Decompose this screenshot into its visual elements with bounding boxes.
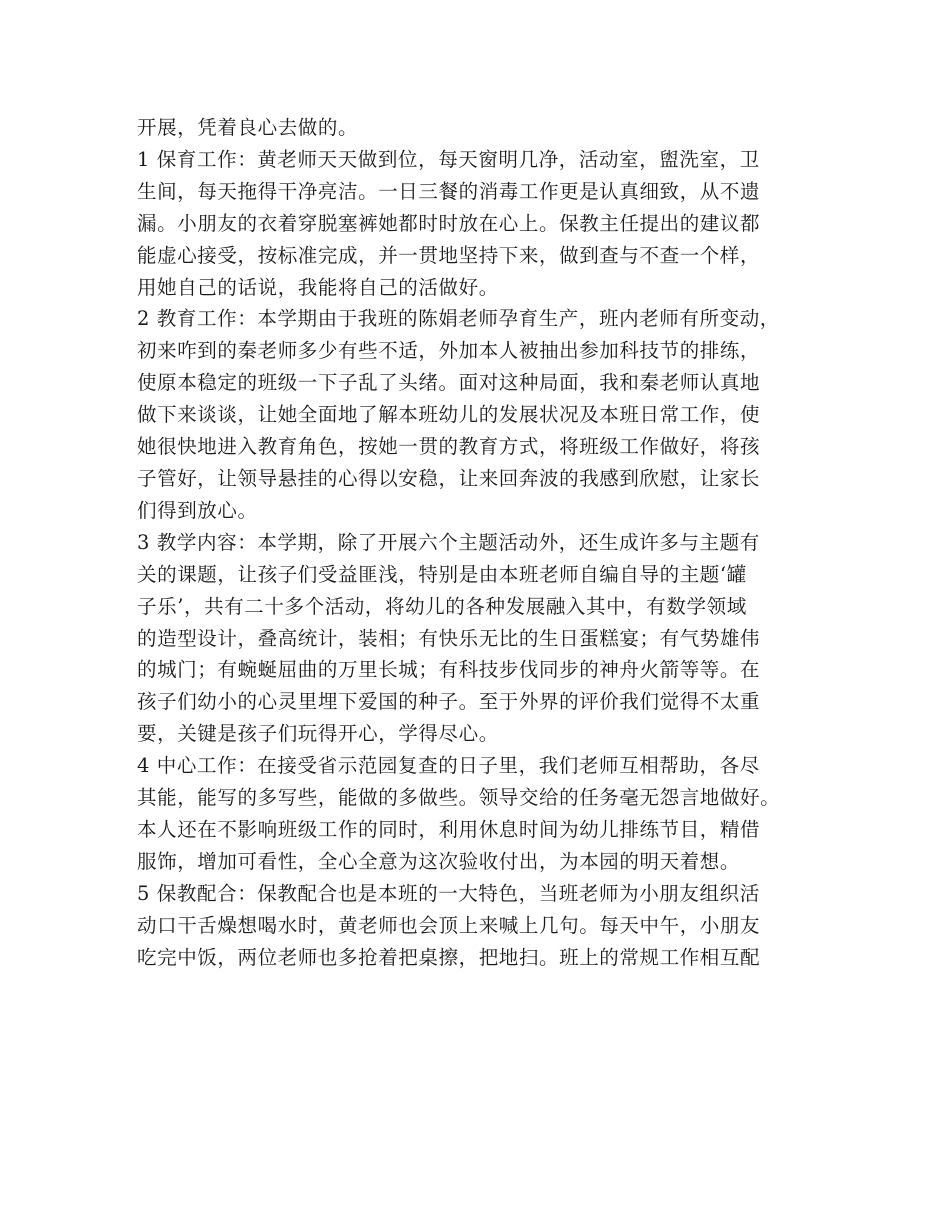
text-line: 生间，每天拖得干净亮洁。一日三餐的消毒工作更是认真细致，从不遗 xyxy=(137,179,761,203)
text-line: 能虚心接受，按标准完成，并一贯地坚持下来，做到查与不查一个样， xyxy=(137,243,761,267)
text-line: 要，关键是孩子们玩得开心，学得尽心。 xyxy=(137,722,499,746)
text-line: 子管好，让领导悬挂的心得以安稳，让来回奔波的我感到欣慰，让家长 xyxy=(137,466,761,490)
text-line: 使原本稳定的班级一下子乱了头绪。面对这种局面，我和秦老师认真地 xyxy=(137,371,761,395)
document-body xyxy=(137,112,827,973)
text-line: 做下来谈谈，让她全面地了解本班幼儿的发展状况及本班日常工作，使 xyxy=(137,403,761,427)
text-line: 其能，能写的多写些，能做的多做些。领导交给的任务毫无怨言地做好。 xyxy=(137,786,781,810)
text-line: 漏。小朋友的衣着穿脱塞裤她都时时放在心上。保教主任提出的建议都 xyxy=(137,211,761,235)
text-line: 本人还在不影响班级工作的同时，利用休息时间为幼儿排练节目，精借 xyxy=(137,817,761,841)
text-line: 关的课题，让孩子们受益匪浅，特别是由本班老师自编自导的主题‘罐 xyxy=(137,562,747,586)
text-line: 5 保教配合：保教配合也是本班的一大特色，当班老师为小朋友组织活 xyxy=(137,881,760,905)
text-line: 初来咋到的秦老师多少有些不适，外加本人被抽出参加科技节的排练， xyxy=(137,339,761,363)
text-line: 的造型设计，叠高统计，装相；有快乐无比的生日蛋糕宴；有气势雄伟 xyxy=(137,626,761,650)
text-line: 吃完中饭，两位老师也多抢着把桌擦，把地扫。班上的常规工作相互配 xyxy=(137,945,761,969)
text-line: 动口干舌燥想喝水时，黄老师也会顶上来喊上几句。每天中午，小朋友 xyxy=(137,913,761,937)
text-line: 子乐’，共有二十多个活动，将幼儿的各种发展融入其中，有数学领域 xyxy=(137,594,747,618)
text-line: 她很快地进入教育角色，按她一贯的教育方式，将班级工作做好，将孩 xyxy=(137,435,761,459)
text-line: 1 保育工作：黄老师天天做到位，每天窗明几净，活动室，盥洗室，卫 xyxy=(137,147,760,171)
text-line: 开展，凭着良心去做的。 xyxy=(137,116,359,139)
text-line: 4 中心工作：在接受省示范园复查的日子里，我们老师互相帮助，各尽 xyxy=(137,754,760,778)
text-line: 2 教育工作：本学期由于我班的陈娟老师孕育生产，班内老师有所变动， xyxy=(137,307,780,331)
text-line: 们得到放心。 xyxy=(137,498,258,522)
text-line: 用她自己的话说，我能将自己的活做好。 xyxy=(137,275,499,299)
text-line: 服饰，增加可看性，全心全意为这次验收付出，为本园的明天着想。 xyxy=(137,849,741,873)
text-line: 孩子们幼小的心灵里埋下爱国的种子。至于外界的评价我们觉得不太重 xyxy=(137,690,761,714)
text-line: 3 教学内容：本学期，除了开展六个主题活动外，还生成许多与主题有 xyxy=(137,530,760,554)
text-line: 的城门；有蜿蜒屈曲的万里长城；有科技步伐同步的神舟火箭等等。在 xyxy=(137,658,761,682)
